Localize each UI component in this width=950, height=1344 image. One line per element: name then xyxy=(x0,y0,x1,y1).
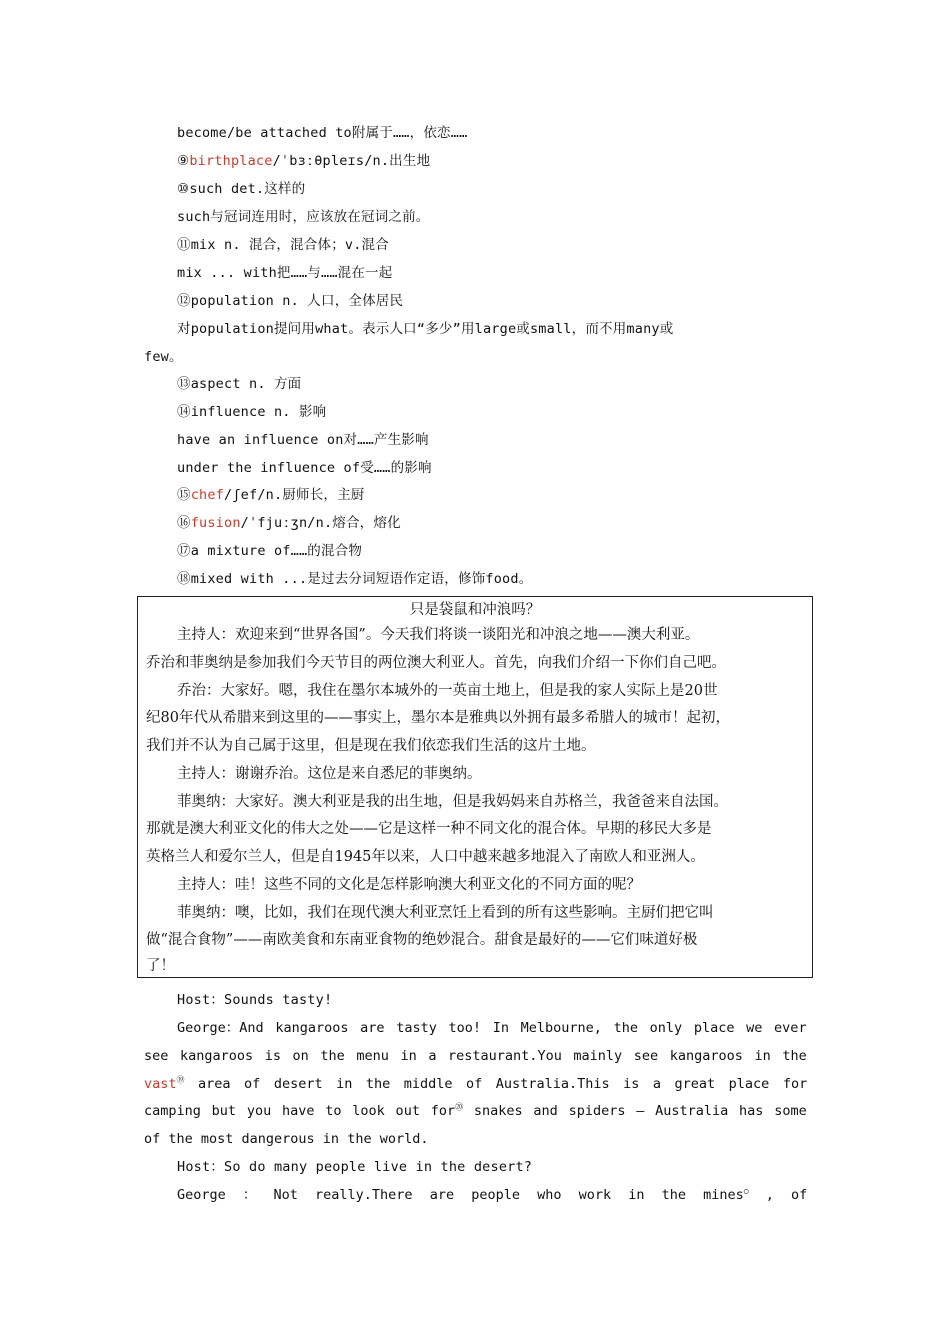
vocab-line-attached: become/be attached to附属于……，依恋…… xyxy=(177,125,468,141)
note-number: ⑨ xyxy=(177,153,190,169)
translation-line: 英格兰人和爱尔兰人，但是自1945年以来，人口中越来越多地混入了南欧人和亚洲人。 xyxy=(146,849,705,865)
vocab-line-aspect xyxy=(177,374,301,394)
vocab-line-fusion xyxy=(177,513,401,533)
vocab-definition: /ʃef/n.厨师长，主厨 xyxy=(224,487,365,503)
note-marker: ⑲ xyxy=(176,1075,185,1085)
note-number: ⑭ xyxy=(177,404,191,420)
translation-line: 主持人：欢迎来到“世界各国”。今天我们将谈一谈阳光和冲浪之地——澳大利亚。 xyxy=(177,627,700,643)
translation-line: 乔治和菲奥纳是参加我们今天节目的两位澳大利亚人。首先，向我们介绍一下你们自己吧。 xyxy=(146,655,726,671)
vocab-line-have-influence: have an influence on对……产生影响 xyxy=(177,432,429,448)
dialogue-george-line-3 xyxy=(144,1074,807,1094)
dialogue-george-line-1 xyxy=(177,1018,807,1038)
vocab-definition: a mixture of……的混合物 xyxy=(190,543,363,559)
vocab-line-population-note: 对population提问用what。表示人口“多少”用large或small，而不用many或 xyxy=(177,321,674,337)
note-number: ⑯ xyxy=(177,515,191,531)
vocab-line-mixture xyxy=(177,541,362,561)
vocab-definition: /ˈfjuːʒn/n.熔合，熔化 xyxy=(240,515,401,531)
dialogue-george-line-5 xyxy=(144,1129,807,1149)
note-number: ⑰ xyxy=(177,543,191,559)
vocab-definition: such det.这样的 xyxy=(189,181,306,197)
vocab-definition: /ˈbɜːθpleɪs/n.出生地 xyxy=(272,153,431,169)
translation-line: 菲奥纳：噢，比如，我们在现代澳大利亚烹饪上看到的所有这些影响。主厨们把它叫 xyxy=(177,905,714,921)
translation-line: 纪80年代从希腊来到这里的——事实上，墨尔本是雅典以外拥有最多希腊人的城市！起初， xyxy=(146,710,730,726)
dialogue-text: George ： Not really.There are people who work in the mines xyxy=(177,1187,744,1203)
translation-line: 主持人：哇！这些不同的文化是怎样影响澳大利亚文化的不同方面的呢？ xyxy=(177,877,641,893)
dialogue-george-line-4 xyxy=(144,1101,807,1121)
vocab-line-mixed-with xyxy=(177,569,532,589)
note-marker: ○ xyxy=(743,1186,749,1196)
vocab-line-influence xyxy=(177,402,326,422)
vocab-word-vast: vast xyxy=(144,1076,177,1092)
vocab-line-population-note-cont: few。 xyxy=(144,349,183,365)
translation-line: 做“混合食物”——南欧美食和东南亚食物的绝妙混合。甜食是最好的——它们味道好极 xyxy=(146,932,698,948)
dialogue-text: see kangaroos is on the menu in a restaurant.You mainly see kangaroos in the xyxy=(144,1048,807,1064)
note-number: ⑩ xyxy=(177,181,190,197)
dialogue-text: snakes and spiders — Australia has some xyxy=(463,1103,807,1119)
vocab-line-under-influence: under the influence of受……的影响 xyxy=(177,460,432,476)
vocab-line-birthplace xyxy=(177,151,430,171)
vocab-line-mix-with: mix ... with把……与……混在一起 xyxy=(177,265,393,281)
note-number: ⑬ xyxy=(177,376,191,392)
vocab-line-such xyxy=(177,179,305,199)
note-number: ⑱ xyxy=(177,571,191,587)
vocab-definition: population n. 人口，全体居民 xyxy=(190,293,404,309)
translation-line: 乔治：大家好。嗯，我住在墨尔本城外的一英亩土地上，但是我的家人实际上是20世 xyxy=(177,683,718,699)
dialogue-host-line: Host：Sounds tasty! xyxy=(177,992,333,1008)
dialogue-host-question: Host：So do many people live in the desert? xyxy=(177,1159,533,1175)
dialogue-george-mines-line xyxy=(177,1185,807,1205)
dialogue-george-line-2 xyxy=(144,1046,807,1066)
dialogue-text: of the most dangerous in the world. xyxy=(144,1131,429,1147)
vocab-definition: mix n. 混合，混合体；v.混合 xyxy=(190,237,389,253)
vocab-line-population xyxy=(177,291,403,311)
vocab-word-chef: chef xyxy=(190,487,225,503)
translation-box xyxy=(137,596,813,978)
vocab-definition: mixed with ...是过去分词短语作定语，修饰food。 xyxy=(190,571,533,587)
vocab-word-birthplace: birthplace xyxy=(189,153,273,169)
dialogue-text: , of xyxy=(748,1187,808,1203)
vocab-definition: influence n. 影响 xyxy=(190,404,327,420)
translation-line: 了！ xyxy=(146,958,175,974)
vocab-definition: aspect n. 方面 xyxy=(190,376,302,392)
dialogue-text: George：And kangaroos are tasty too! In Melbourne, the only place we ever xyxy=(177,1020,807,1036)
translation-line: 我们并不认为自己属于这里，但是现在我们依恋我们生活的这片土地。 xyxy=(146,738,596,754)
vocab-line-chef xyxy=(177,485,365,505)
translation-line: 主持人：谢谢乔治。这位是来自悉尼的菲奥纳。 xyxy=(177,766,482,782)
vocab-word-fusion: fusion xyxy=(190,515,241,531)
dialogue-text: camping but you have to look out for xyxy=(144,1103,456,1119)
translation-title: 只是袋鼠和冲浪吗？ xyxy=(409,602,541,618)
note-marker: ⑳ xyxy=(455,1102,464,1112)
note-number: ⑪ xyxy=(177,237,191,253)
translation-line: 那就是澳大利亚文化的伟大之处——它是这样一种不同文化的混合体。早期的移民大多是 xyxy=(146,821,712,837)
translation-line: 菲奥纳：大家好。澳大利亚是我的出生地，但是我妈妈来自苏格兰，我爸爸来自法国。 xyxy=(177,794,728,810)
dialogue-text: area of desert in the middle of Australia.This is a great place for xyxy=(184,1076,808,1092)
note-number: ⑫ xyxy=(177,293,191,309)
note-number: ⑮ xyxy=(177,487,191,503)
vocab-line-such-note: such与冠词连用时，应该放在冠词之前。 xyxy=(177,209,430,225)
vocab-line-mix xyxy=(177,235,389,255)
